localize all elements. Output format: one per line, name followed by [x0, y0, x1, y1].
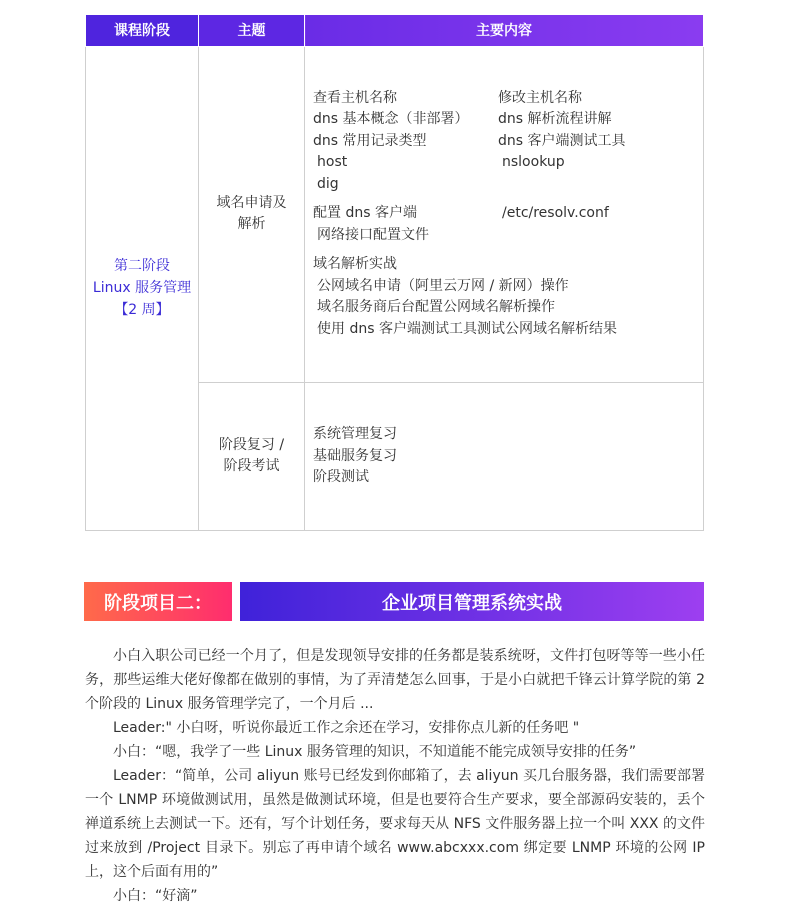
topic-line: 阶段考试 [223, 458, 280, 475]
stage-duration: 【2 周】 [114, 302, 170, 319]
content-item: nslookup [502, 154, 565, 171]
content-line [313, 88, 703, 110]
content-item: host [317, 154, 348, 171]
content-item: 使用 dns 客户端测试工具测试公网域名解析结果 [317, 320, 617, 337]
stage-subject: Linux 服务管理 [92, 280, 192, 297]
content-item: 阶段测试 [313, 469, 369, 486]
content-line [313, 276, 703, 298]
content-line [313, 319, 703, 341]
course-table [85, 15, 704, 531]
content-item: 网络接口配置文件 [317, 226, 429, 243]
topic-line: 解析 [237, 216, 266, 233]
content-line [313, 467, 703, 489]
story-paragraph: 小白：“好滴” [113, 888, 198, 904]
content-item: dig [317, 175, 339, 192]
content-line [313, 174, 703, 196]
content-cell [305, 46, 704, 382]
project-title-banner: 企业项目管理系统实战 [240, 582, 704, 621]
topic-cell [199, 382, 305, 530]
content-line [313, 203, 703, 225]
content-item: dns 常用记录类型 [313, 132, 427, 149]
content-item: 修改主机名称 [498, 89, 582, 106]
topic-cell [199, 46, 305, 382]
content-line [313, 131, 703, 153]
content-cell [305, 382, 704, 530]
topic-line: 域名申请及 [216, 195, 287, 212]
content-item: 系统管理复习 [313, 426, 397, 443]
story-paragraph: Leader:" 小白呀，听说你最近工作之余还在学习，安排你点儿新的任务吧 " [113, 720, 580, 736]
story-text [85, 644, 705, 908]
story-paragraph: Leader：“简单，公司 aliyun 账号已经发到你邮箱了，去 aliyun 买几台服务器，我们需要部署一个 LNMP 环境做测试用，虽然是做测试环境，但是也要符合生产要求，要全部源码安装的，丢个禅道系统上去测试一下。还有，写个计划任务，要求每天从 NFS 文件服务器上拉一个叫 XXX 的文件过来放到 /Project 目录下。别忘了再申请个域名 www.abcxxx.com 绑定要 LNMP 环境的公网 IP 上，这个后面有用的” [85, 768, 705, 880]
content-item: 域名解析实战 [313, 256, 397, 273]
content-line [313, 424, 703, 446]
content-line [313, 225, 703, 247]
content-line [313, 109, 703, 131]
content-line [313, 254, 703, 276]
content-item: dns 客户端测试工具 [498, 132, 626, 149]
content-item: dns 解析流程讲解 [498, 111, 612, 128]
header-stage: 课程阶段 [86, 15, 199, 46]
content-item: /etc/resolv.conf [502, 205, 609, 222]
content-line [313, 446, 703, 468]
content-item: 配置 dns 客户端 [313, 205, 417, 222]
content-item: 域名服务商后台配置公网域名解析操作 [317, 299, 555, 316]
project-label-banner: 阶段项目二： [84, 582, 232, 621]
table-row [86, 46, 704, 382]
header-topic: 主题 [199, 15, 305, 46]
topic-line: 阶段复习 / [218, 437, 285, 454]
content-line [313, 297, 703, 319]
header-content: 主要内容 [305, 15, 704, 46]
story-paragraph: 小白：“嗯，我学了一些 Linux 服务管理的知识，不知道能不能完成领导安排的任务” [113, 744, 637, 760]
content-item: 基础服务复习 [313, 447, 397, 464]
stage-name: 第二阶段 [114, 258, 170, 275]
stage-cell [86, 46, 199, 531]
story-paragraph: 小白入职公司已经一个月了，但是发现领导安排的任务都是装系统呀，文件打包呀等等一些小任务，那些运维大佬好像都在做别的事情，为了弄清楚怎么回事，于是小白就把千锋云计算学院的第 2 个阶段的 Linux 服务管理学完了，一个月后 ... [85, 648, 705, 712]
content-line [313, 152, 703, 174]
table-header-row [86, 15, 704, 46]
content-item: 查看主机名称 [313, 89, 397, 106]
content-item: 公网域名申请（阿里云万网 / 新网）操作 [317, 277, 569, 294]
content-item: dns 基本概念（非部署） [313, 111, 469, 128]
